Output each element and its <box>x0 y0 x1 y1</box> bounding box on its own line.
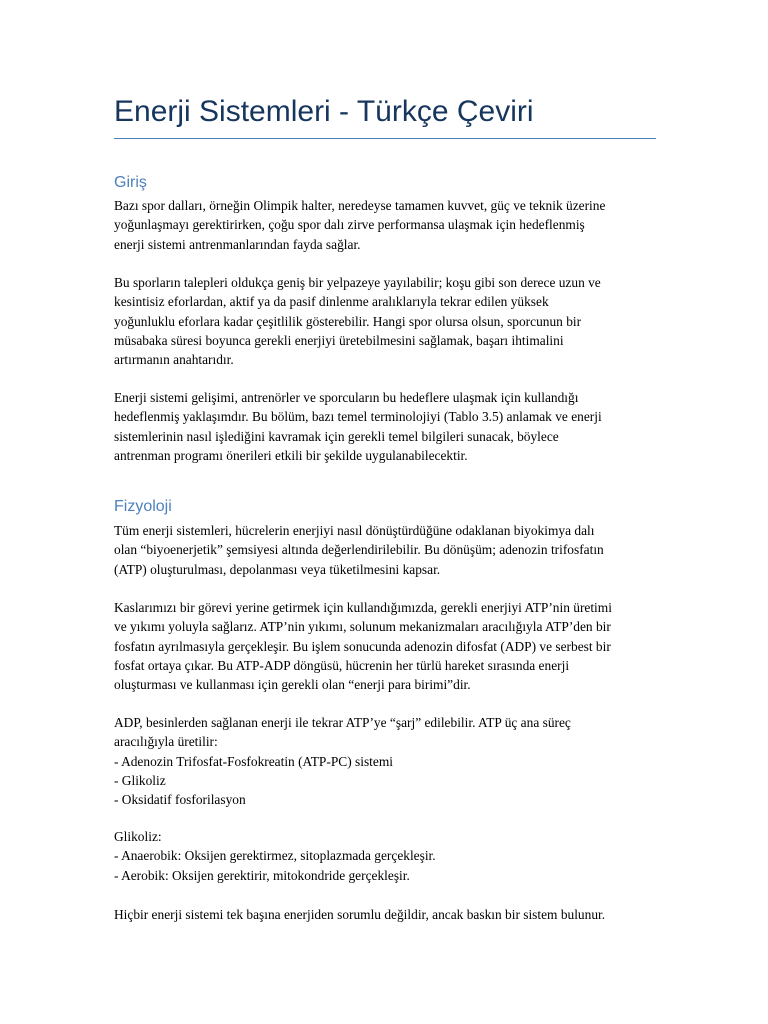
text-line: - Aerobik: Oksijen gerektirir, mitokondride gerçekleşir. <box>114 867 410 883</box>
text-line: fosfatın ayrılmasıyla gerçekleşir. Bu işlem sonucunda adenozin difosfat (ADP) ve serbest bir <box>114 638 611 654</box>
text-line: müsabaka süresi boyunca gerekli enerjiyi üretebilmesini sağlamak, başarı ihtimalini <box>114 332 564 348</box>
intro-paragraph-3 <box>114 388 656 465</box>
text-line: Hiçbir enerji sistemi tek başına enerjiden sorumlu değildir, ancak baskın bir sistem bulunur. <box>114 907 606 922</box>
text-line: - Adenozin Trifosfat-Fosfokreatin (ATP-PC) sistemi <box>114 753 393 769</box>
text-line: Enerji sistemi gelişimi, antrenörler ve sporcuların bu hedeflere ulaşmak için kullandığı <box>114 390 579 405</box>
text-line: yoğunlaşmayı gerektirirken, çoğu spor dalı zirve performansa ulaşmak için hedeflenmiş <box>114 217 585 233</box>
text-line: artırmanın anahtarıdır. <box>114 352 234 368</box>
text-line: olan “biyoenerjetik” şemsiyesi altında değerlendirilebilir. Bu dönüşüm; adenozin trifosfatın <box>114 542 604 558</box>
text-line: antrenman programı önerileri etkili bir şekilde uygulanabilecektir. <box>114 447 468 463</box>
physiology-paragraph-1 <box>114 521 656 579</box>
text-line: hedeflenmiş yaklaşımdır. Bu bölüm, bazı temel terminolojiyi (Tablo 3.5) anlamak ve enerji <box>114 409 602 425</box>
text-line: - Oksidatif fosforilasyon <box>114 792 246 808</box>
title-underline <box>114 138 656 139</box>
text-line: enerji sistemi antrenmanlarından fayda sağlar. <box>114 236 361 252</box>
text-line: aracılığıyla üretilir: <box>114 734 218 750</box>
text-line: Bu sporların talepleri oldukça geniş bir yelpazeye yayılabilir; koşu gibi son derece uzun ve <box>114 275 601 290</box>
document-title: Enerji Sistemleri - Türkçe Çeviri <box>114 95 534 128</box>
text-line: Bazı spor dalları, örneğin Olimpik halter, neredeyse tamamen kuvvet, güç ve teknik üzerine <box>114 198 606 213</box>
physiology-paragraph-2 <box>114 598 656 694</box>
text-line: yoğunluklu eforlara kadar çeşitlilik gösterebilir. Hangi spor olursa olsun, sporcunun bir <box>114 313 582 329</box>
text-line: Glikoliz: <box>114 829 162 844</box>
text-line: fosfat ortaya çıkar. Bu ATP-ADP döngüsü, hücrenin her türlü hareket sırasında enerji <box>114 657 570 673</box>
intro-paragraph-2 <box>114 273 656 369</box>
text-line: sistemlerinin nasıl işlediğini kavramak için gerekli temel bilgileri sunacak, böylece <box>114 428 559 444</box>
text-line: Tüm enerji sistemleri, hücrelerin enerjiyi nasıl dönüştürdüğüne odaklanan biyokimya dalı <box>114 523 595 538</box>
intro-heading: Giriş <box>114 174 147 191</box>
text-line: - Glikoliz <box>114 772 166 788</box>
physiology-heading: Fizyoloji <box>114 498 172 515</box>
text-line: ve yıkımı yoluyla sağlarız. ATP’nin yıkımı, solunum mekanizmaları aracılığıyla ATP’den bir <box>114 619 611 635</box>
text-line: ADP, besinlerden sağlanan enerji ile tekrar ATP’ye “şarj” edilebilir. ATP üç ana süreç <box>114 715 571 730</box>
text-line: Kaslarımızı bir görevi yerine getirmek için kullandığımızda, gerekli enerjiyi ATP’nin üretimi <box>114 600 612 615</box>
text-line: - Anaerobik: Oksijen gerektirmez, sitoplazmada gerçekleşir. <box>114 848 436 864</box>
intro-paragraph-1 <box>114 196 656 254</box>
physiology-paragraph-5 <box>114 905 656 924</box>
glycolysis-list <box>114 827 656 885</box>
text-line: (ATP) oluşturulması, depolanması veya tüketilmesini kapsar. <box>114 561 441 577</box>
physiology-paragraph-3 <box>114 713 656 809</box>
text-line: oluşturması ve kullanması için gerekli olan “enerji para birimi”dir. <box>114 677 471 693</box>
text-line: kesintisiz eforlardan, aktif ya da pasif dinlenme aralıklarıyla tekrar edilen yüksek <box>114 294 549 310</box>
